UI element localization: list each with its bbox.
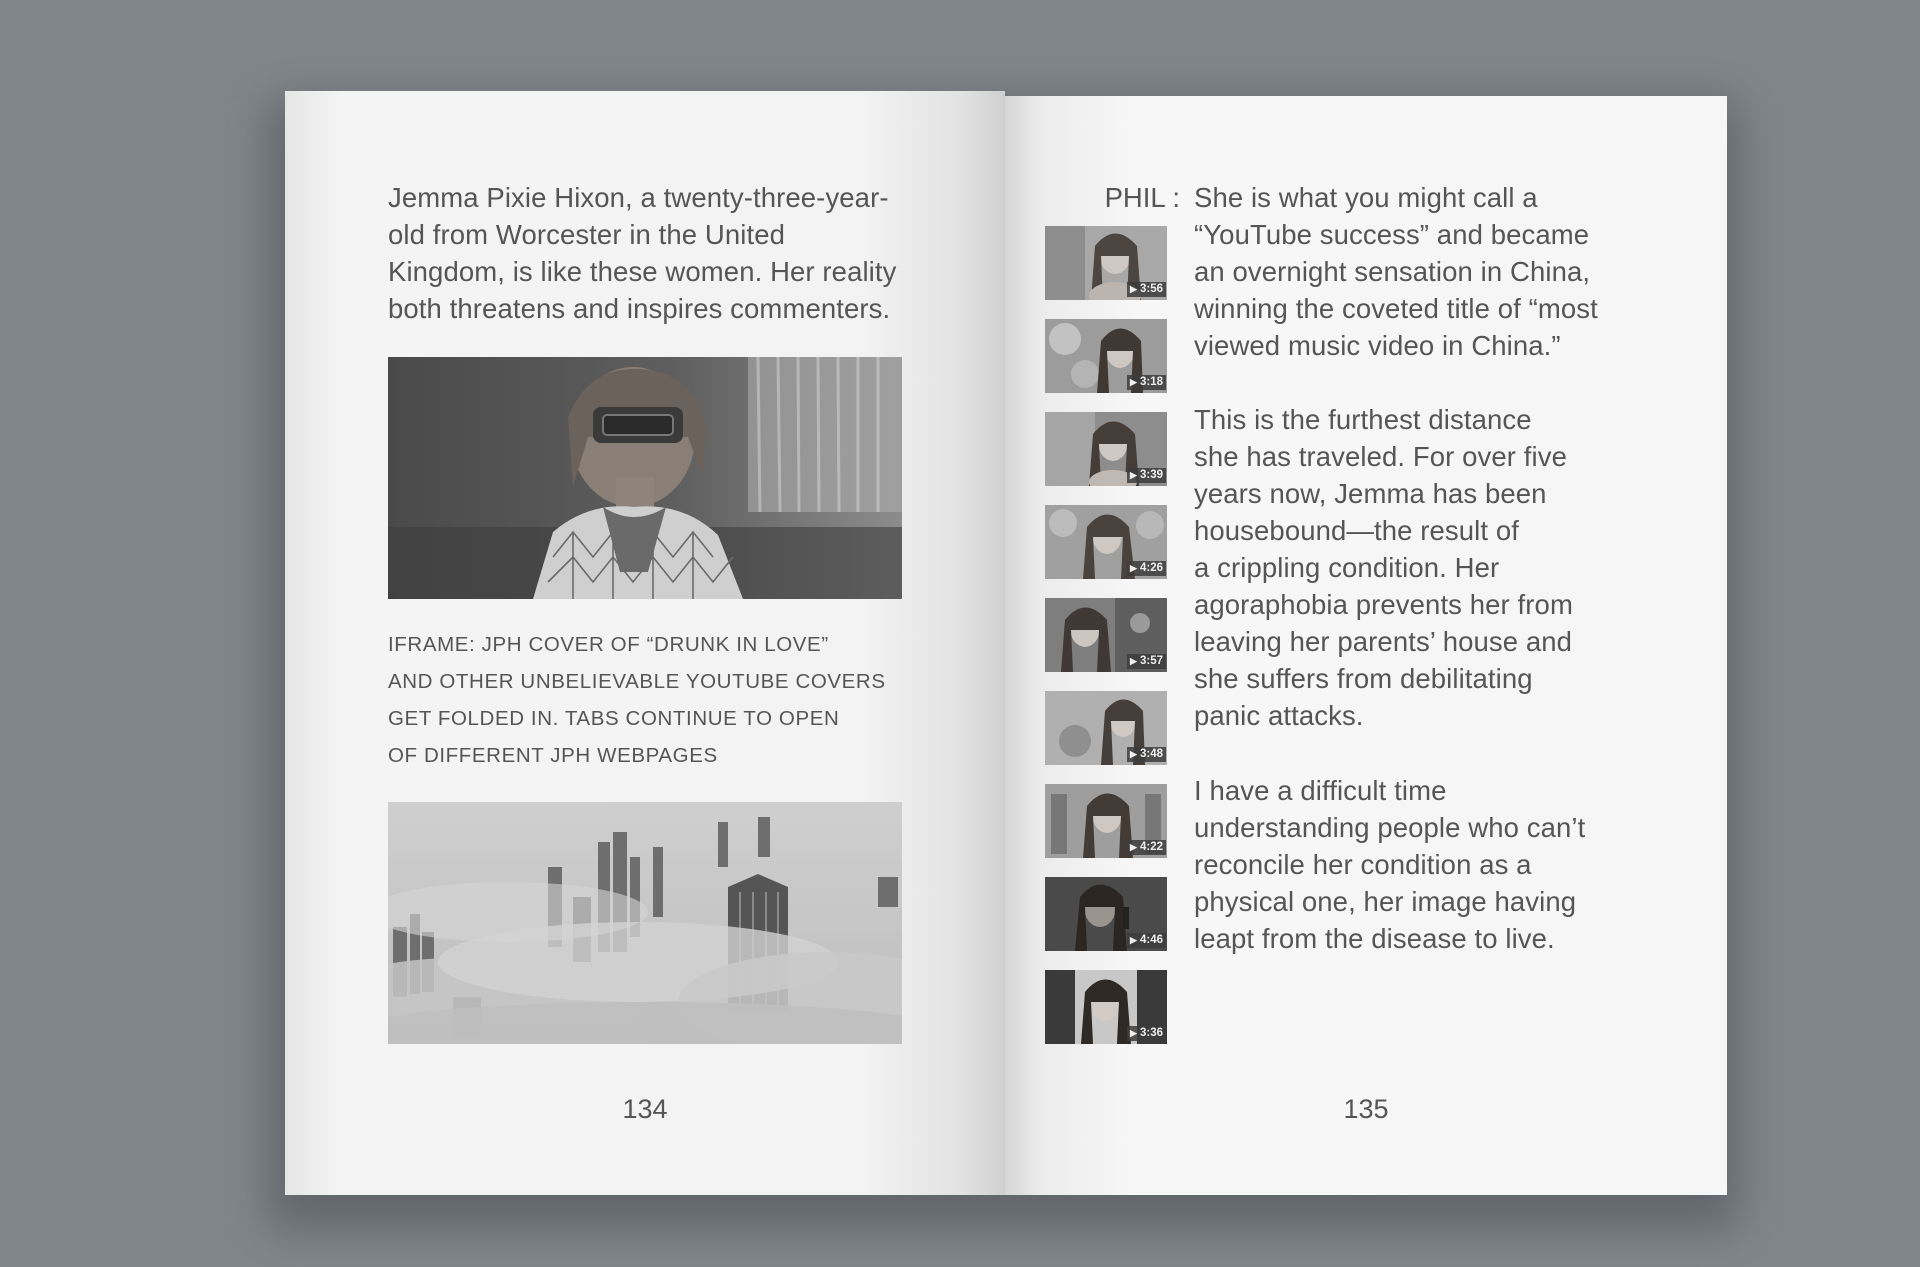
duration-badge: ▶ 3:48 (1127, 747, 1166, 762)
iframe-caption (388, 626, 886, 774)
dialogue-line: leaving her parents’ house and (1194, 626, 1573, 657)
duration-badge: ▶ 4:22 (1127, 840, 1166, 855)
play-icon: ▶ (1130, 935, 1137, 945)
video-thumbnail[interactable] (1045, 784, 1167, 858)
duration-badge: ▶ 3:57 (1127, 654, 1166, 669)
vr-headset-photo (388, 357, 902, 599)
play-icon: ▶ (1130, 656, 1137, 666)
dialogue-paragraph-1 (1194, 179, 1598, 364)
page-number-right: 135 (1343, 1094, 1389, 1124)
dialogue-line: winning the coveted title of “most (1194, 293, 1598, 324)
page-number-left: 134 (622, 1094, 668, 1124)
dialogue-line: She is what you might call a (1194, 182, 1538, 213)
duration-badge: ▶ 4:26 (1127, 561, 1166, 576)
play-icon: ▶ (1130, 377, 1137, 387)
dialogue-line: an overnight sensation in China, (1194, 256, 1591, 287)
city-above-clouds-photo (388, 802, 902, 1044)
dialogue-line: panic attacks. (1194, 700, 1364, 731)
dialogue-line: years now, Jemma has been (1194, 478, 1547, 509)
video-thumbnail[interactable] (1045, 505, 1167, 579)
dialogue-line: “YouTube success” and became (1194, 219, 1590, 250)
intro-paragraph (388, 179, 896, 327)
duration-badge: ▶ 3:18 (1127, 375, 1166, 390)
dialogue-line: agoraphobia prevents her from (1194, 589, 1573, 620)
dialogue-line: understanding people who can’t (1194, 812, 1586, 843)
dialogue-line: she suffers from debilitating (1194, 663, 1533, 694)
intro-line: both threatens and inspires commenters. (388, 293, 891, 324)
video-thumbnail[interactable] (1045, 319, 1167, 393)
dialogue-line: she has traveled. For over five (1194, 441, 1567, 472)
dialogue-paragraph-3 (1194, 772, 1585, 957)
dialogue-line: I have a difficult time (1194, 775, 1447, 806)
caption-line: OF DIFFERENT JPH WEBPAGES (388, 744, 718, 767)
play-icon: ▶ (1130, 1028, 1137, 1038)
video-thumbnail[interactable] (1045, 226, 1167, 300)
dialogue-line: a crippling condition. Her (1194, 552, 1500, 583)
dialogue-line: physical one, her image having (1194, 886, 1577, 917)
video-thumbnail[interactable] (1045, 970, 1167, 1044)
video-thumbnail[interactable] (1045, 877, 1167, 951)
video-thumbnail[interactable] (1045, 691, 1167, 765)
dialogue-line: housebound—the result of (1194, 515, 1519, 546)
dialogue-line: viewed music video in China.” (1194, 330, 1561, 361)
speaker-label: PHIL : (1104, 182, 1180, 213)
play-icon: ▶ (1130, 563, 1137, 573)
intro-line: old from Worcester in the United (388, 219, 786, 250)
left-page (285, 91, 1005, 1195)
caption-line: AND OTHER UNBELIEVABLE YOUTUBE COVERS (388, 670, 886, 693)
duration-badge: ▶ 3:39 (1127, 468, 1166, 483)
caption-line: IFRAME: JPH COVER OF “DRUNK IN LOVE” (388, 633, 829, 656)
play-icon: ▶ (1130, 284, 1137, 294)
dialogue-paragraph-2 (1194, 401, 1573, 734)
video-thumbnail[interactable] (1045, 598, 1167, 672)
dialogue-line: leapt from the disease to live. (1194, 923, 1555, 954)
caption-line: GET FOLDED IN. TABS CONTINUE TO OPEN (388, 707, 840, 730)
play-icon: ▶ (1130, 842, 1137, 852)
intro-line: Jemma Pixie Hixon, a twenty-three-year- (388, 182, 889, 213)
duration-badge: ▶ 3:36 (1127, 1026, 1166, 1041)
play-icon: ▶ (1130, 470, 1137, 480)
right-page (1005, 96, 1727, 1195)
duration-badge: ▶ 3:56 (1127, 282, 1166, 297)
duration-badge: ▶ 4:46 (1127, 933, 1166, 948)
intro-line: Kingdom, is like these women. Her reality (388, 256, 897, 287)
video-thumbnail[interactable] (1045, 412, 1167, 486)
play-icon: ▶ (1130, 749, 1137, 759)
dialogue-line: reconcile her condition as a (1194, 849, 1532, 880)
dialogue-line: This is the furthest distance (1194, 404, 1532, 435)
